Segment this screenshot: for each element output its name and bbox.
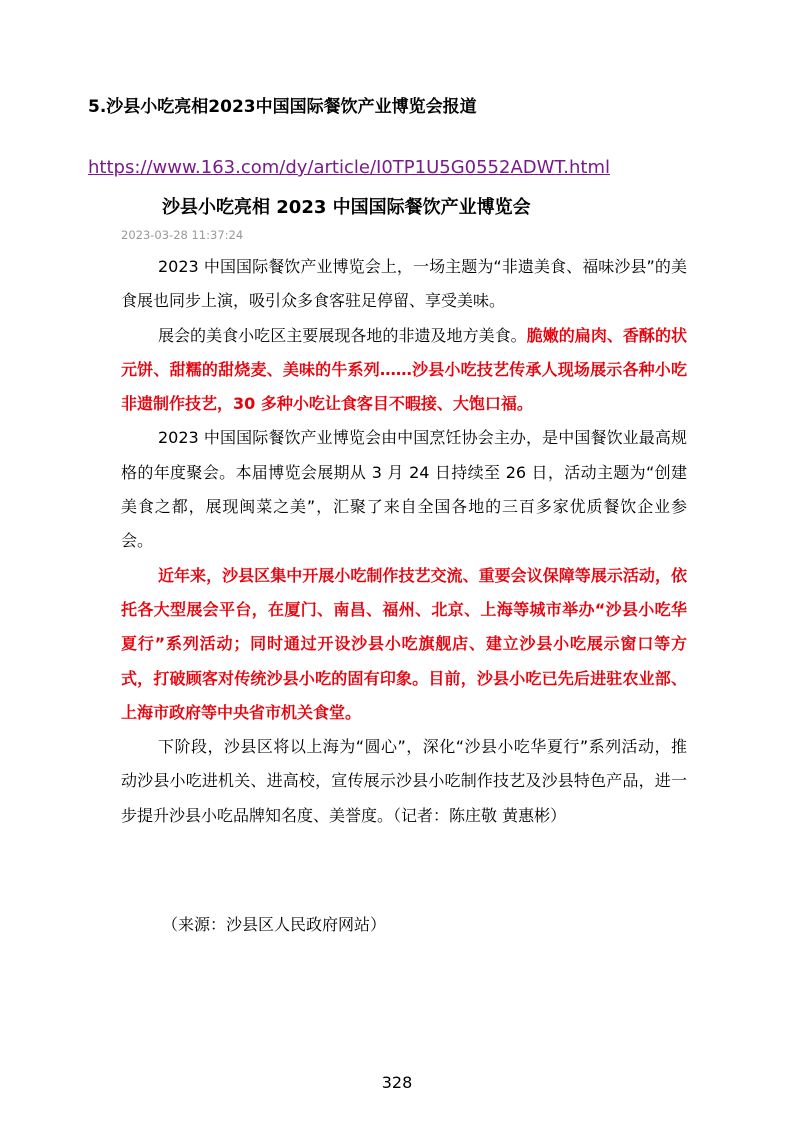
article-timestamp: 2023-03-28 11:37:24: [121, 228, 244, 242]
section-heading: 5.沙县小吃亮相2023中国国际餐饮产业博览会报道: [88, 97, 477, 117]
source-link[interactable]: https://www.163.com/dy/article/I0TP1U5G0552ADWT.html: [88, 157, 611, 178]
paragraph-1: 2023 中国国际餐饮产业博览会上，一场主题为“非遗美食、福味沙县”的美食展也同步上演，吸引众多食客驻足停留、享受美味。: [121, 257, 687, 311]
article-title: 沙县小吃亮相 2023 中国国际餐饮产业博览会: [162, 197, 531, 218]
paragraph-5: 下阶段，沙县区将以上海为“圆心”，深化“沙县小吃华夏行”系列活动，推动沙县小吃进机关、进高校，宣传展示沙县小吃制作技艺及沙县特色产品，进一步提升沙县小吃品牌知名度、美誉度。（记者：陈庄敬 黄惠彬）: [121, 737, 687, 825]
paragraph-3: 2023 中国国际餐饮产业博览会由中国烹饪协会主办，是中国餐饮业最高规格的年度聚会。本届博览会展期从 3 月 24 日持续至 26 日，活动主题为“创建美食之都，展现闽菜之美”，汇聚了来自全国各地的三百多家优质餐饮企业参会。: [121, 428, 687, 551]
paragraph-2-normal: 展会的美食小吃区主要展现各地的非遗及地方美食。: [158, 325, 527, 345]
page-number: 328: [381, 1073, 413, 1092]
source-note: （来源：沙县区人民政府网站）: [162, 915, 387, 934]
article-body: [121, 250, 687, 833]
paragraph-4-highlight: 近年来，沙县区集中开展小吃制作技艺交流、重要会议保障等展示活动，依托各大型展会平台，在厦门、南昌、福州、北京、上海等城市举办“沙县小吃华夏行”系列活动；同时通过开设沙县小吃旗舰店、建立沙县小吃展示窗口等方式，打破顾客对传统沙县小吃的固有印象。目前，沙县小吃已先后进驻农业部、上海市政府等中央省市机关食堂。: [121, 565, 687, 722]
paragraph-2-highlight: 脆嫩的扁肉、香酥的状元饼、甜糯的甜烧麦、美味的牛系列……沙县小吃技艺传承人现场展示各种小吃非遗制作技艺，30 多种小吃让食客目不暇接、大饱口福。: [121, 325, 687, 414]
paragraph-2: [121, 319, 687, 422]
